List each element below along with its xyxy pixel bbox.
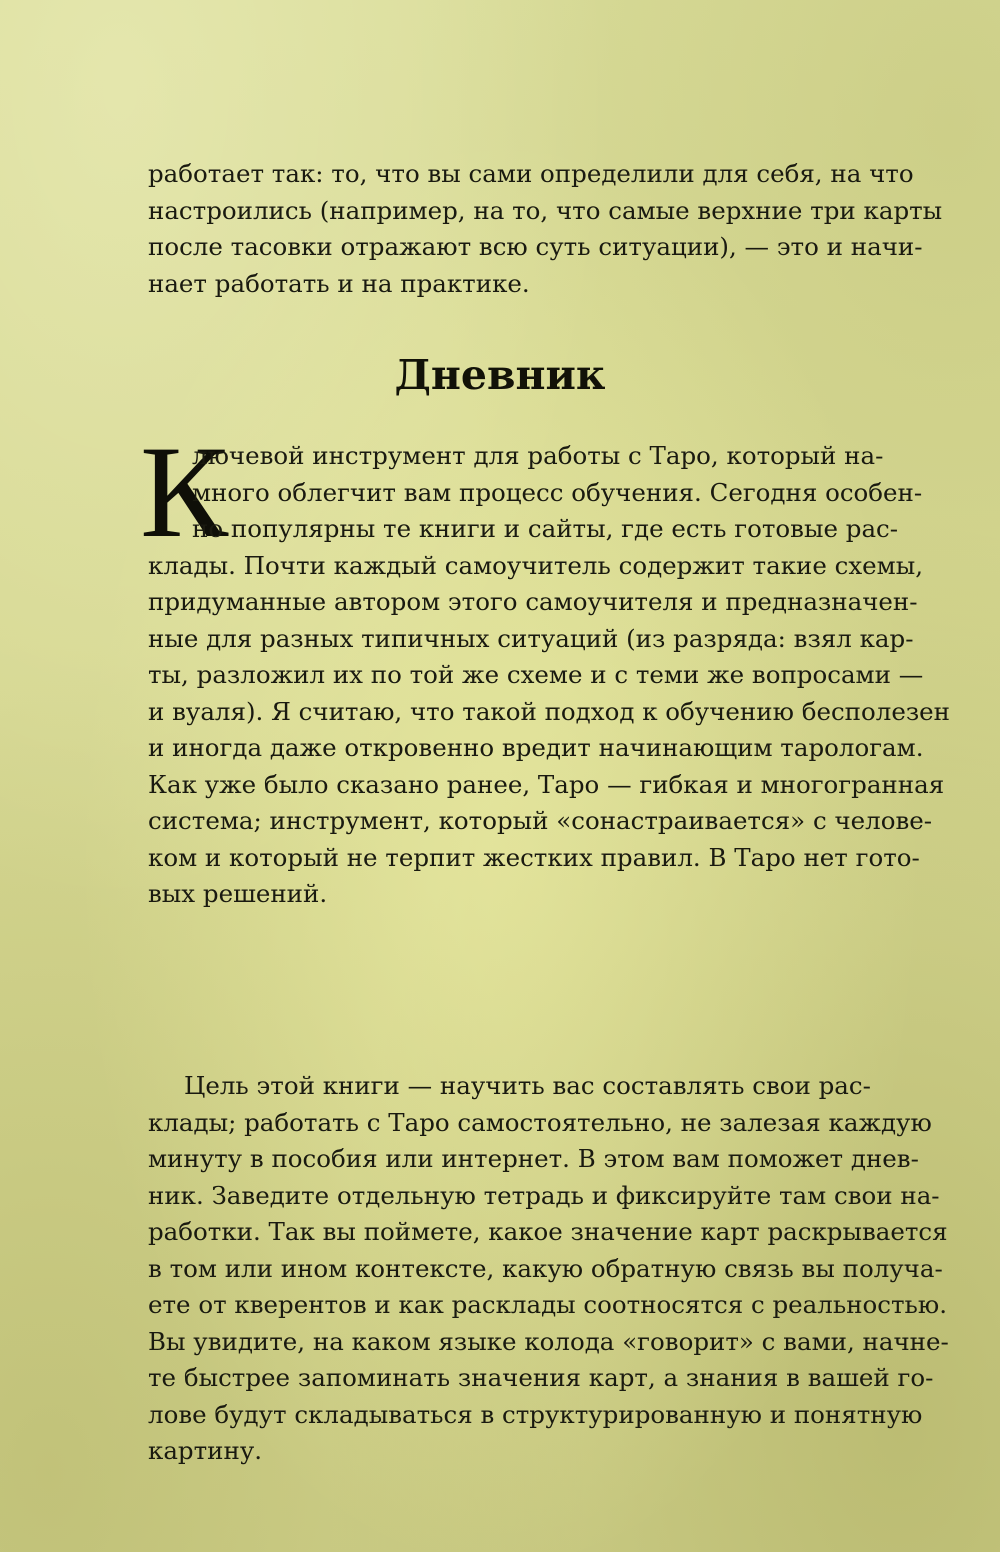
section-heading: Дневник: [394, 351, 606, 399]
text-line: и вуаля). Я считаю, что такой подход к обучению бесполезен: [148, 696, 951, 726]
text-line: Цель этой книги — научить вас составлять свои рас-: [184, 1071, 871, 1100]
text-line: клады. Почти каждый самоучитель содержит такие схемы,: [148, 550, 924, 580]
text-line: Вы увидите, на каком языке колода «говорит» с вами, начне-: [148, 1326, 949, 1356]
text-line: клады; работать с Таро самостоятельно, не залезая каждую: [148, 1107, 932, 1137]
text-line: нает работать и на практике.: [148, 268, 530, 298]
text-line: лове будут складываться в структурированную и понятную: [148, 1399, 923, 1429]
text-line: работки. Так вы поймете, какое значение карт раскрывается: [148, 1217, 948, 1246]
paragraph-1: [148, 438, 951, 913]
text-line: Как уже было сказано ранее, Таро — гибкая и многогранная: [148, 769, 945, 799]
text-line: в том или ином контексте, какую обратную связь вы получа-: [148, 1253, 943, 1283]
paragraph-2: [148, 1068, 949, 1470]
text-line: лючевой инструмент для работы с Таро, который на-: [192, 441, 884, 470]
text-line: настроились (например, на то, что самые верхние три карты: [148, 195, 943, 225]
drop-cap-letter: К: [140, 418, 229, 565]
text-line: после тасовки отражают всю суть ситуации), — это и начи-: [148, 232, 923, 261]
text-line: ник. Заведите отдельную тетрадь и фиксируйте там свои на-: [148, 1180, 940, 1210]
text-line: много облегчит вам процесс обучения. Сегодня особен-: [192, 477, 923, 507]
text-line: ком и который не терпит жестких правил. В Таро нет гото-: [148, 842, 920, 872]
text-line: ные для разных типичных ситуаций (из разряда: взял кар-: [148, 623, 914, 653]
text-line: но популярны те книги и сайты, где есть готовые рас-: [192, 514, 899, 543]
text-line: картину.: [148, 1436, 263, 1465]
text-line: те быстрее запоминать значения карт, а знания в вашей го-: [148, 1363, 934, 1392]
text-line: вых решений.: [148, 879, 328, 908]
text-line: работает так: то, что вы сами определили для себя, на что: [148, 159, 914, 188]
text-line: и иногда даже откровенно вредит начинающим тарологам.: [148, 733, 924, 762]
intro-paragraph: [148, 156, 943, 302]
text-line: система; инструмент, который «сонастраивается» с челове-: [148, 806, 933, 835]
text-line: придуманные автором этого самоучителя и предназначен-: [148, 587, 918, 616]
text-line: минуту в пособия или интернет. В этом вам поможет днев-: [148, 1144, 919, 1173]
text-line: ты, разложил их по той же схеме и с теми же вопросами —: [148, 660, 924, 689]
text-line: ете от кверентов и как расклады соотносятся с реальностью.: [148, 1290, 948, 1319]
